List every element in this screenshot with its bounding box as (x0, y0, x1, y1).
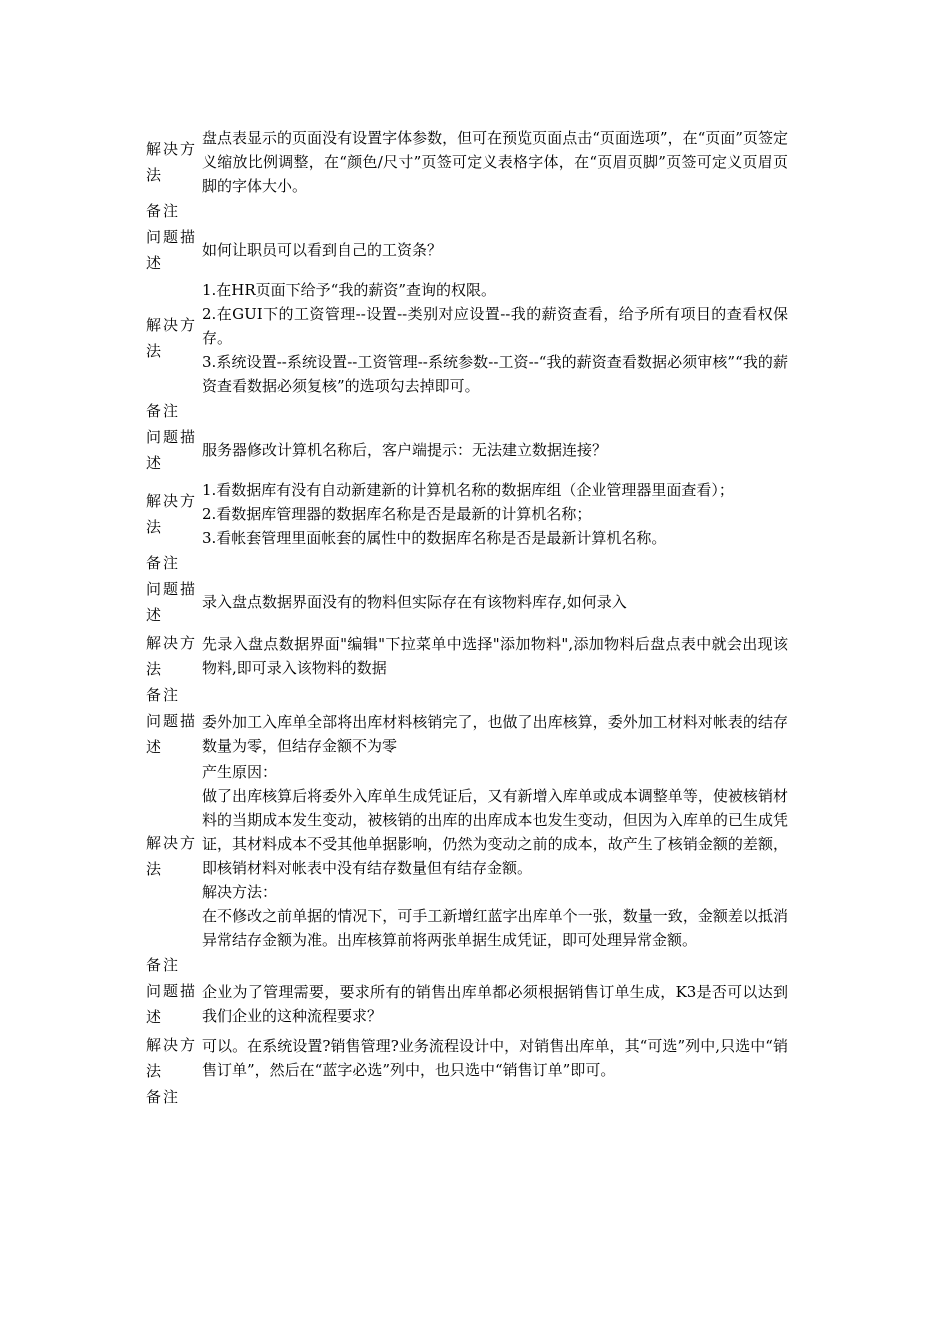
note-row (146, 198, 788, 224)
solution-row (146, 478, 788, 550)
problem-label: 问题描述 (146, 428, 198, 472)
note-row (146, 550, 788, 576)
note-label: 备注 (146, 554, 181, 572)
note-row (146, 952, 788, 978)
note-row (146, 398, 788, 424)
solution-paragraph: 盘点表显示的页面没有设置字体参数，但可在预览页面点击“页面选项”，在“页面”页签定义缩放比例调整，在“颜色/尺寸”页签可定义表格字体，在“页眉页脚”页签可定义页眉页脚的字体大小。 (202, 129, 788, 195)
problem-text: 企业为了管理需要，要求所有的销售出库单都必须根据销售订单生成，K3是否可以达到我们企业的这种流程要求？ (202, 983, 788, 1025)
solution-paragraph: 可以。在系统设置?销售管理?业务流程设计中，对销售出库单，其“可选”列中,只选中“销售订单”，然后在“蓝字必选”列中，也只选中“销售订单”即可。 (202, 1037, 788, 1079)
solution-paragraph: 1.看数据库有没有自动新建新的计算机名称的数据库组（企业管理器里面查看）； (202, 481, 734, 499)
problem-text: 如何让职员可以看到自己的工资条？ (202, 241, 443, 259)
solution-paragraph: 2.看数据库管理器的数据库名称是否是最新的计算机名称； (202, 505, 592, 523)
solution-row (146, 1032, 788, 1084)
solution-paragraph: 产生原因： (202, 763, 278, 781)
note-label: 备注 (146, 686, 181, 704)
problem-row (146, 978, 788, 1030)
note-label: 备注 (146, 202, 181, 220)
solution-paragraph: 3.看帐套管理里面帐套的属性中的数据库名称是否是最新计算机名称。 (202, 529, 667, 547)
solution-paragraph: 解决方法： (202, 883, 278, 901)
solution-text (202, 760, 788, 952)
solution-row (146, 278, 788, 398)
solution-text (202, 278, 788, 398)
problem-row (146, 424, 788, 476)
document-page (146, 126, 788, 1110)
solution-row (146, 760, 788, 952)
problem-label: 问题描述 (146, 580, 198, 624)
solution-text (202, 478, 788, 550)
problem-label: 问题描述 (146, 712, 198, 756)
solution-paragraph: 做了出库核算后将委外入库单生成凭证后，又有新增入库单或成本调整单等，使被核销材料的当期成本发生变动，被核销的出库的出库成本也发生变动，但因为入库单的已生成凭证，其材料成本不受其他单据影响，仍然为变动之前的成本，故产生了核销金额的差额，即核销材料对帐表中没有结存数量但有结存金额。 (202, 787, 788, 877)
solution-row (146, 630, 788, 682)
solution-paragraph: 2.在GUI下的工资管理--设置--类别对应设置--我的薪资查看，给予所有项目的查看权保存。 (202, 305, 788, 347)
problem-text: 委外加工入库单全部将出库材料核销完了，也做了出库核算，委外加工材料对帐表的结存数量为零，但结存金额不为零 (202, 713, 788, 755)
solution-label: 解决方法 (146, 1036, 198, 1080)
note-label: 备注 (146, 1088, 181, 1106)
problem-row (146, 576, 788, 628)
solution-paragraph: 在不修改之前单据的情况下，可手工新增红蓝字出库单个一张，数量一致，金额差以抵消异常结存金额为准。出库核算前将两张单据生成凭证，即可处理异常金额。 (202, 907, 788, 949)
solution-row (146, 126, 788, 198)
note-row (146, 1084, 788, 1110)
solution-label: 解决方法 (146, 316, 198, 360)
solution-label: 解决方法 (146, 834, 198, 878)
problem-row (146, 224, 788, 276)
solution-label: 解决方法 (146, 140, 198, 184)
solution-text (202, 632, 788, 680)
note-row (146, 682, 788, 708)
note-label: 备注 (146, 956, 181, 974)
problem-text: 服务器修改计算机名称后，客户端提示：无法建立数据连接？ (202, 441, 608, 459)
note-label: 备注 (146, 402, 181, 420)
solution-label: 解决方法 (146, 492, 198, 536)
solution-label: 解决方法 (146, 634, 198, 678)
solution-paragraph: 先录入盘点数据界面"编辑"下拉菜单中选择"添加物料",添加物料后盘点表中就会出现该物料,即可录入该物料的数据 (202, 635, 788, 677)
solution-paragraph: 1.在HR页面下给予“我的薪资”查询的权限。 (202, 281, 497, 299)
solution-text (202, 1034, 788, 1082)
problem-row (146, 708, 788, 760)
problem-text: 录入盘点数据界面没有的物料但实际存在有该物料库存,如何录入 (202, 593, 627, 611)
solution-paragraph: 3.系统设置--系统设置--工资管理--系统参数--工资--“我的薪资查看数据必须审核”“我的薪资查看数据必须复核”的选项勾去掉即可。 (202, 353, 788, 395)
problem-label: 问题描述 (146, 228, 198, 272)
problem-label: 问题描述 (146, 982, 198, 1026)
solution-text (202, 126, 788, 198)
